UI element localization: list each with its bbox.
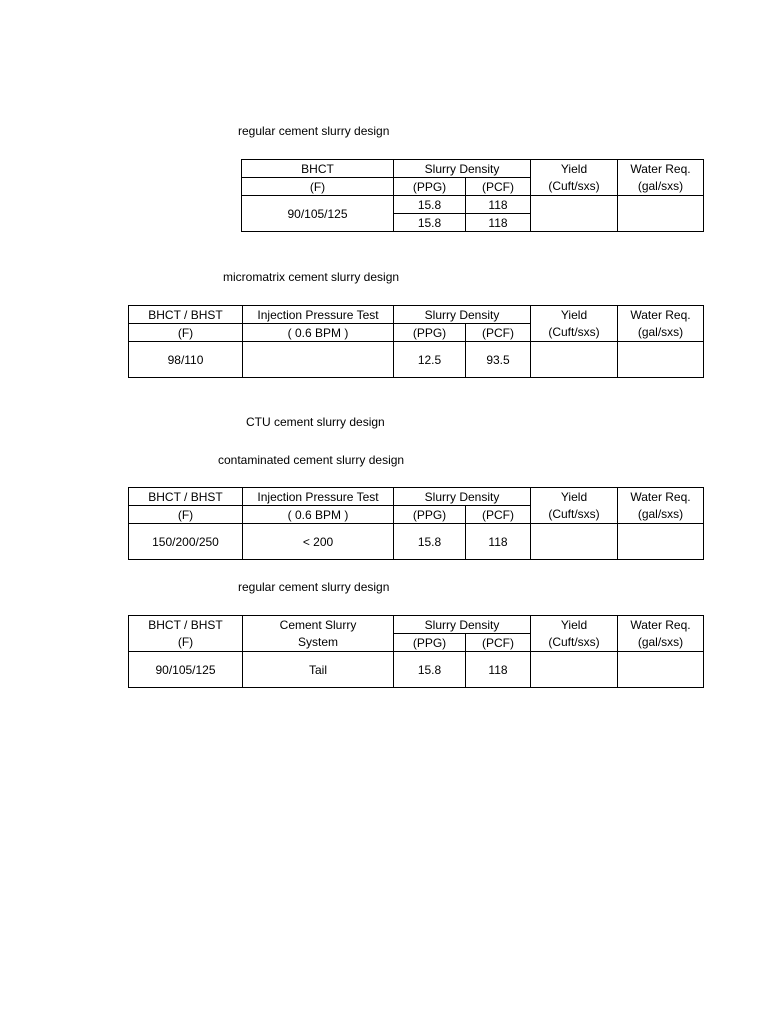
pcf-value: 118 xyxy=(466,652,531,688)
yield-value xyxy=(531,652,618,688)
water-req-header: Water Req. xyxy=(618,306,704,324)
slurry-density-header: Slurry Density xyxy=(394,616,531,634)
pcf-unit: (PCF) xyxy=(466,324,531,342)
water-req-value xyxy=(618,524,704,560)
injection-test-value: < 200 xyxy=(243,524,394,560)
bhct-unit: (F) xyxy=(129,324,243,342)
water-req-header: Water Req. xyxy=(618,488,704,506)
pcf-unit: (PCF) xyxy=(466,178,531,196)
ppg-value: 15.8 xyxy=(394,524,466,560)
bhct-unit: (F) xyxy=(242,178,394,196)
yield-unit: (Cuft/sxs) xyxy=(531,506,618,524)
water-req-unit: (gal/sxs) xyxy=(618,324,704,342)
slurry-density-header: Slurry Density xyxy=(394,160,531,178)
ppg-value: 15.8 xyxy=(394,196,466,214)
bhct-value: 90/105/125 xyxy=(129,652,243,688)
injection-test-unit: ( 0.6 BPM ) xyxy=(243,324,394,342)
bhct-unit: (F) xyxy=(129,506,243,524)
table-row xyxy=(129,524,704,560)
section4-caption: regular cement slurry design xyxy=(238,580,390,594)
injection-test-unit: ( 0.6 BPM ) xyxy=(243,506,394,524)
ppg-unit: (PPG) xyxy=(394,634,466,652)
bhct-bhst-header: BHCT / BHST xyxy=(129,488,243,506)
ppg-unit: (PPG) xyxy=(394,324,466,342)
cement-system-value: Tail xyxy=(243,652,394,688)
ppg-value: 15.8 xyxy=(394,214,466,232)
yield-header: Yield xyxy=(531,616,618,634)
bhct-value: 150/200/250 xyxy=(129,524,243,560)
yield-header: Yield xyxy=(531,488,618,506)
yield-unit: (Cuft/sxs) xyxy=(531,634,618,652)
contaminated-slurry-table xyxy=(128,487,704,560)
yield-value xyxy=(531,342,618,378)
water-req-header: Water Req. xyxy=(618,160,704,178)
yield-unit: (Cuft/sxs) xyxy=(531,178,618,196)
ppg-unit: (PPG) xyxy=(394,506,466,524)
bhct-bhst-header: BHCT / BHST xyxy=(129,616,243,634)
micromatrix-slurry-table xyxy=(128,305,704,378)
water-req-value xyxy=(618,652,704,688)
pcf-value: 118 xyxy=(466,524,531,560)
water-req-unit: (gal/sxs) xyxy=(618,506,704,524)
section3-caption: CTU cement slurry design xyxy=(246,415,385,429)
slurry-density-header: Slurry Density xyxy=(394,488,531,506)
regular-slurry-table-1 xyxy=(241,159,704,232)
water-req-header: Water Req. xyxy=(618,616,704,634)
yield-value xyxy=(531,196,618,232)
section1-caption: regular cement slurry design xyxy=(238,124,390,138)
bhct-unit: (F) xyxy=(129,634,243,652)
table-row xyxy=(129,342,704,378)
water-req-value xyxy=(618,342,704,378)
yield-header: Yield xyxy=(531,306,618,324)
bhct-bhst-header: BHCT / BHST xyxy=(129,306,243,324)
regular-slurry-table-2 xyxy=(128,615,704,688)
section3-subcaption: contaminated cement slurry design xyxy=(218,453,405,467)
section2-caption: micromatrix cement slurry design xyxy=(223,270,400,284)
ppg-value: 12.5 xyxy=(394,342,466,378)
yield-value xyxy=(531,524,618,560)
pcf-value: 118 xyxy=(466,196,531,214)
table-row xyxy=(242,196,704,214)
pcf-unit: (PCF) xyxy=(466,634,531,652)
ppg-value: 15.8 xyxy=(394,652,466,688)
water-req-value xyxy=(618,196,704,232)
cement-system-header: Cement Slurry xyxy=(243,616,394,634)
slurry-density-header: Slurry Density xyxy=(394,306,531,324)
water-req-unit: (gal/sxs) xyxy=(618,634,704,652)
table-row xyxy=(129,652,704,688)
yield-unit: (Cuft/sxs) xyxy=(531,324,618,342)
bhct-header: BHCT xyxy=(242,160,394,178)
injection-test-header: Injection Pressure Test xyxy=(243,306,394,324)
ppg-unit: (PPG) xyxy=(394,178,466,196)
water-req-unit: (gal/sxs) xyxy=(618,178,704,196)
bhct-value: 90/105/125 xyxy=(242,196,394,232)
cement-system-unit: System xyxy=(243,634,394,652)
pcf-value: 93.5 xyxy=(466,342,531,378)
yield-header: Yield xyxy=(531,160,618,178)
pcf-unit: (PCF) xyxy=(466,506,531,524)
injection-test-value xyxy=(243,342,394,378)
injection-test-header: Injection Pressure Test xyxy=(243,488,394,506)
bhct-value: 98/110 xyxy=(129,342,243,378)
pcf-value: 118 xyxy=(466,214,531,232)
